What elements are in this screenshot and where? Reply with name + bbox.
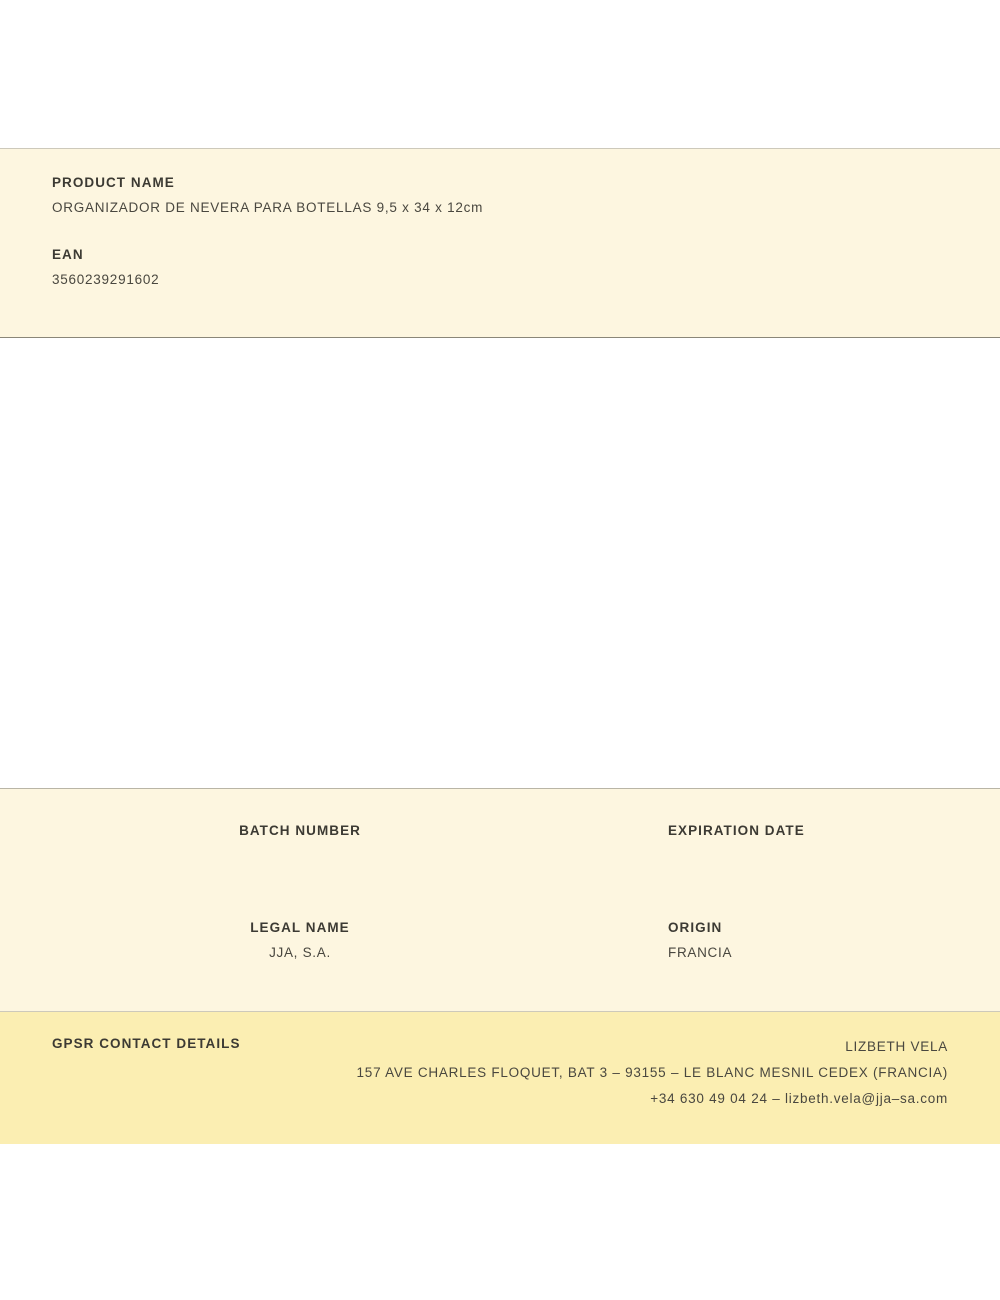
origin-cell bbox=[600, 920, 1000, 961]
legal-name-value: JJA, S.A. bbox=[269, 945, 331, 960]
batch-number-label: BATCH NUMBER bbox=[239, 823, 361, 838]
expiration-date-value bbox=[668, 848, 1000, 864]
gpsr-title: GPSR CONTACT DETAILS bbox=[52, 1036, 241, 1051]
origin-label: ORIGIN bbox=[668, 920, 723, 935]
expiration-date-label: EXPIRATION DATE bbox=[668, 823, 805, 838]
gpsr-contact-name: LIZBETH VELA bbox=[845, 1039, 948, 1054]
product-name-value: ORGANIZADOR DE NEVERA PARA BOTELLAS 9,5 x 34 x 12cm bbox=[52, 200, 484, 215]
product-info-inner bbox=[0, 149, 1000, 287]
batch-row-top bbox=[0, 789, 1000, 864]
product-name-label: PRODUCT NAME bbox=[52, 175, 175, 190]
blank-content-area bbox=[0, 338, 1000, 788]
gpsr-address: 157 AVE CHARLES FLOQUET, BAT 3 – 93155 – LE BLANC MESNIL CEDEX (FRANCIA) bbox=[356, 1065, 948, 1080]
product-info-section bbox=[0, 148, 1000, 338]
gpsr-layout bbox=[52, 1034, 948, 1112]
gpsr-contact-section bbox=[0, 1012, 1000, 1144]
footer-blank-area bbox=[0, 1144, 1000, 1300]
legal-name-label: LEGAL NAME bbox=[250, 920, 350, 935]
ean-value: 3560239291602 bbox=[52, 272, 160, 287]
expiration-date-cell bbox=[600, 823, 1000, 864]
gpsr-details bbox=[357, 1034, 948, 1112]
field-spacer bbox=[52, 215, 948, 247]
legal-name-cell bbox=[0, 920, 600, 961]
batch-info-section bbox=[0, 788, 1000, 1012]
batch-number-cell bbox=[0, 823, 600, 864]
origin-value: FRANCIA bbox=[668, 945, 733, 960]
batch-row-bottom bbox=[0, 864, 1000, 961]
ean-label: EAN bbox=[52, 247, 84, 262]
gpsr-phone-email: +34 630 49 04 24 – lizbeth.vela@jja–sa.com bbox=[650, 1091, 948, 1106]
batch-number-value bbox=[0, 848, 600, 864]
